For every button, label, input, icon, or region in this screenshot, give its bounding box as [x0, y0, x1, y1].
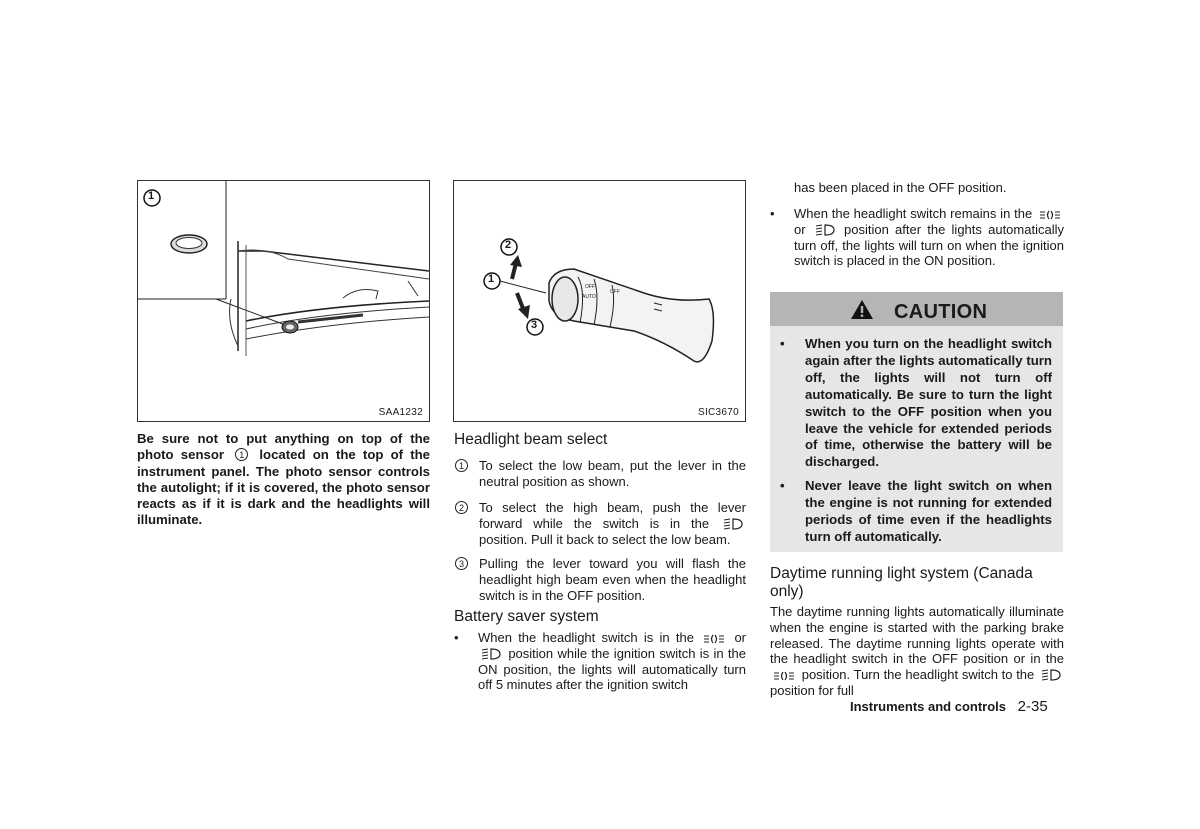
photo-sensor-warning	[137, 431, 430, 529]
item-text	[479, 500, 746, 547]
heading-battery-saver: Battery saver system	[454, 608, 599, 625]
parking-light-icon	[703, 634, 725, 644]
item-text: Pulling the lever toward you will flash the headlight high beam even when the headlight switch is in the OFF position.	[479, 556, 746, 603]
beam-item-3	[454, 556, 746, 603]
headlight-icon	[1041, 669, 1061, 681]
heading-headlight-beam-select: Headlight beam select	[454, 431, 608, 448]
caution-item-2: • Never leave the light switch on when the engine is not running for extended periods of time even if the headlights turn off automatically.	[780, 478, 1052, 544]
beam-item-2	[454, 500, 746, 547]
daytime-text-c: position for full	[770, 682, 854, 698]
footer-page-number: 2-35	[1017, 698, 1048, 715]
warning-triangle-icon	[850, 299, 874, 320]
parking-light-icon	[1039, 210, 1061, 220]
remains-or: or	[794, 221, 806, 237]
caution-body	[770, 326, 1063, 552]
warning-text-1: Be sure not to put anything on top of the photo sensor	[137, 431, 430, 463]
battery-bullet: • When the headlight switch is in the or position while the ignition switch is in the ON position, the lights will automatically turn off 5 minutes after the ignition switch	[454, 630, 746, 693]
lever-label-off-2: OFF	[610, 289, 620, 295]
parking-light-icon	[773, 671, 795, 681]
figure-code: SAA1232	[378, 407, 423, 418]
lever-illustration	[454, 181, 745, 421]
figure-photo-sensor	[137, 180, 430, 422]
battery-text-a: When the headlight switch is in the	[478, 630, 694, 645]
figure-callout-1: 1	[148, 190, 155, 202]
lever-label-auto: AUTO	[582, 294, 596, 300]
headlight-icon	[723, 518, 743, 530]
figure-callout-3: 3	[531, 319, 538, 331]
caution-title: CAUTION	[894, 301, 988, 323]
headlight-icon	[815, 224, 835, 236]
warning-text-2: located on the top of the instrument panel. The photo sensor controls the autolight; if it is covered, the photo sensor reacts as if it is dark and the headlights will illuminate.	[137, 447, 430, 528]
daytime-text-b: position. Turn the headlight switch to the	[801, 667, 1035, 683]
page-footer	[850, 698, 1048, 715]
remains-text-a: When the headlight switch remains in the	[794, 206, 1033, 221]
remains-text-b: position after the lights automatically turn off, the lights will turn on when the ignition switch is placed in the ON position.	[794, 221, 1064, 269]
figure-callout-2: 2	[505, 239, 512, 251]
beam-item-1	[454, 458, 746, 490]
photo-sensor-illustration	[138, 181, 429, 421]
figure-code: SIC3670	[697, 407, 739, 418]
continued-text: has been placed in the OFF position.	[794, 180, 1007, 195]
heading-daytime-running: Daytime running light system (Canada only)	[770, 565, 1033, 600]
item-text: To select the low beam, put the lever in the neutral position as shown.	[479, 458, 746, 489]
item-number-3: 3	[455, 557, 468, 570]
item-text-b: position. Pull it back to select the low beam.	[479, 531, 731, 547]
daytime-paragraph	[770, 604, 1064, 699]
item-number-2: 2	[455, 501, 468, 514]
warning-circle-1: 1	[235, 448, 248, 461]
daytime-text-a: The daytime running lights automatically illuminate when the engine is started with the parking brake released. The daytime running lights operate with the headlight switch in the OFF position or in the	[770, 604, 1064, 667]
battery-text-b: position while the ignition switch is in the ON position, the lights will automatically turn off 5 minutes after the ignition switch	[478, 645, 746, 693]
caution-item-1: • When you turn on the headlight switch again after the lights automatically turn off, the lights will not turn off automatically. Be sure to turn the light switch to the OFF position when you leave the vehicle for extended periods of time, otherwise the battery will be discharged.	[780, 336, 1052, 470]
caution-header	[770, 292, 1063, 326]
item-text-a: To select the high beam, push the lever forward while the switch is in the	[479, 500, 746, 531]
footer-section: Instruments and controls	[850, 699, 1007, 714]
bullet-remains: • When the headlight switch remains in the or position after the lights automatically turn off, the lights will turn on when the ignition switch is placed in the ON position.	[770, 206, 1064, 269]
item-number-1: 1	[455, 459, 468, 472]
figure-headlight-lever	[453, 180, 746, 422]
caution-item-text: Never leave the light switch on when the engine is not running for extended periods of time even if the headlights turn off automatically.	[805, 478, 1052, 544]
figure-callout-1: 1	[488, 273, 495, 285]
battery-or: or	[734, 630, 746, 645]
headlight-icon	[481, 648, 501, 660]
caution-item-text: When you turn on the headlight switch again after the lights automatically turn off, the lights will not turn off automatically. Be sure to turn the light switch to the OFF position when you leave the vehicle for extended periods of time, otherwise the battery will be discharged.	[805, 336, 1052, 470]
lever-label-off: OFF	[585, 284, 595, 290]
